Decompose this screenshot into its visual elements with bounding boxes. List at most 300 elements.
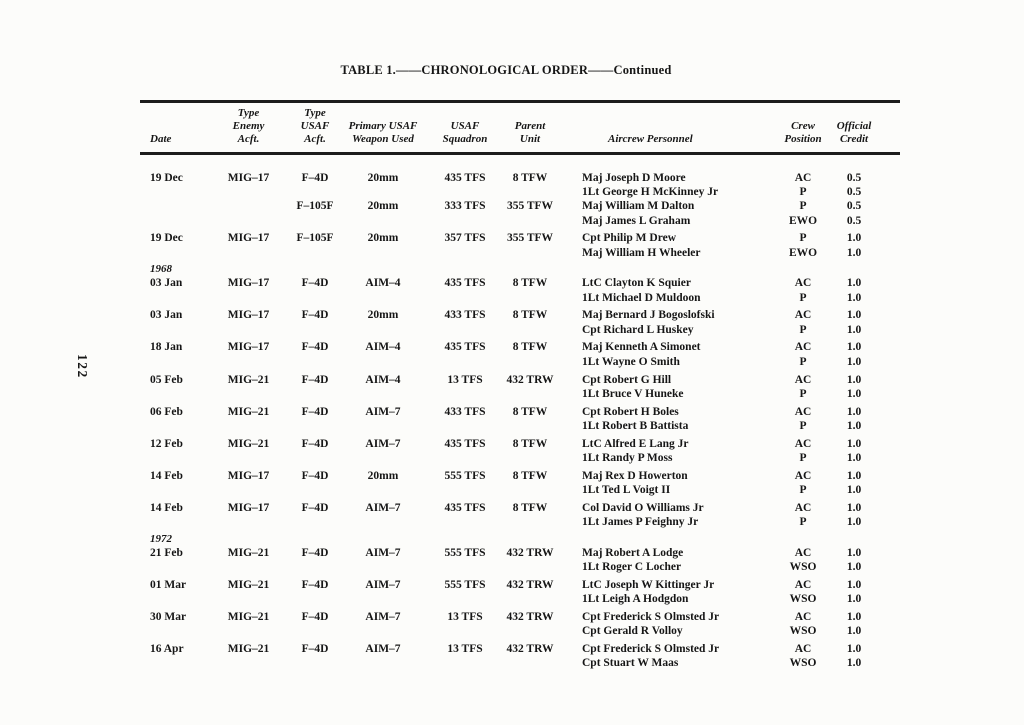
cell-personnel: Cpt Stuart W Maas [582, 657, 679, 670]
cell-squadron: 435 TFS [444, 437, 486, 450]
cell-personnel: Maj William H Wheeler [582, 246, 701, 259]
victory-entry [140, 231, 900, 260]
cell-credit: 1.0 [846, 341, 862, 354]
cell-credit [824, 262, 900, 276]
cell-personnel: Cpt Philip M Drew [582, 232, 677, 245]
cell-acft: F–4D [301, 546, 329, 559]
cell-date: 05 Feb [150, 373, 183, 386]
cell-acft [282, 483, 348, 497]
cell-acft [282, 246, 348, 260]
cell-enemy: MIG–17 [227, 277, 270, 290]
table-row [140, 323, 900, 337]
cell-personnel: LtC Alfred E Lang Jr [582, 437, 689, 450]
cell-date [140, 387, 215, 401]
table-row [140, 515, 900, 529]
cell-squadron [418, 560, 506, 574]
cell-acft: F–4D [301, 643, 329, 656]
victory-entry [140, 469, 900, 498]
table-row [140, 405, 900, 419]
cell-acft: F–4D [301, 578, 329, 591]
cell-position: AC [794, 643, 812, 656]
cell-weapon [348, 592, 418, 606]
header-enemy: Type Enemy Acft. [232, 106, 265, 146]
cell-date: 1972 [150, 532, 172, 545]
cell-position: EWO [788, 246, 818, 259]
cell-unit: 432 TRW [506, 373, 554, 386]
cell-weapon: AIM–7 [365, 578, 401, 591]
cell-date [140, 199, 215, 213]
cell-weapon: AIM–7 [365, 437, 401, 450]
year-divider [140, 262, 900, 276]
cell-acft [282, 291, 348, 305]
cell-acft: F–105F [296, 232, 334, 245]
table-row [140, 387, 900, 401]
cell-unit: 8 TFW [512, 437, 548, 450]
cell-credit: 1.0 [846, 610, 862, 623]
cell-unit [506, 291, 564, 305]
victory-entry [140, 199, 900, 228]
cell-credit: 1.0 [846, 309, 862, 322]
cell-position: P [799, 419, 807, 432]
cell-position [782, 262, 824, 276]
cell-squadron [418, 291, 506, 305]
cell-weapon [348, 185, 418, 199]
cell-squadron: 555 TFS [444, 546, 486, 559]
cell-acft [282, 515, 348, 529]
cell-weapon: AIM–7 [365, 643, 401, 656]
cell-acft [282, 592, 348, 606]
cell-weapon [348, 355, 418, 369]
cell-weapon: AIM–7 [365, 501, 401, 514]
cell-squadron [418, 323, 506, 337]
cell-squadron: 435 TFS [444, 171, 486, 184]
table-row [140, 451, 900, 465]
cell-personnel: Cpt Frederick S Olmsted Jr [582, 643, 720, 656]
cell-personnel: 1Lt Michael D Muldoon [582, 291, 701, 304]
cell-date: 19 Dec [150, 232, 183, 245]
cell-weapon: AIM–7 [365, 405, 401, 418]
cell-personnel [564, 262, 782, 276]
cell-acft [282, 451, 348, 465]
table-row [140, 483, 900, 497]
cell-enemy [215, 532, 282, 546]
cell-personnel: 1Lt Robert B Battista [582, 419, 689, 432]
table-row [140, 437, 900, 451]
cell-squadron [418, 214, 506, 228]
cell-acft: F–4D [301, 171, 329, 184]
cell-unit: 432 TRW [506, 578, 554, 591]
cell-date: 21 Feb [150, 546, 183, 559]
cell-acft: F–4D [301, 309, 329, 322]
cell-squadron: 555 TFS [444, 469, 486, 482]
cell-enemy: MIG–17 [227, 501, 270, 514]
cell-squadron [418, 483, 506, 497]
cell-acft [282, 624, 348, 638]
victory-entry [140, 276, 900, 305]
cell-acft: F–4D [301, 341, 329, 354]
cell-unit [506, 387, 564, 401]
cell-personnel: Cpt Gerald R Volloy [582, 625, 683, 638]
victory-entry [140, 373, 900, 402]
cell-personnel: Maj Bernard J Bogoslofski [582, 309, 715, 322]
cell-enemy [215, 592, 282, 606]
table-row [140, 560, 900, 574]
cell-position: P [799, 355, 807, 368]
victory-entry [140, 610, 900, 639]
header-unit: Parent Unit [514, 119, 546, 146]
table-row [140, 355, 900, 369]
table-row [140, 656, 900, 670]
cell-date [140, 560, 215, 574]
table-row [140, 185, 900, 199]
table-row [140, 231, 900, 245]
cell-personnel [564, 532, 782, 546]
cell-unit: 355 TFW [506, 232, 554, 245]
header-personnel: Aircrew Personnel [608, 133, 693, 146]
cell-acft [282, 214, 348, 228]
table-row [140, 276, 900, 290]
victory-entry [140, 578, 900, 607]
cell-position: AC [794, 610, 812, 623]
cell-credit: 1.0 [846, 657, 862, 670]
year-divider [140, 532, 900, 546]
table-row [140, 501, 900, 515]
cell-weapon [348, 214, 418, 228]
cell-date: 16 Apr [150, 643, 184, 656]
cell-date: 06 Feb [150, 405, 183, 418]
cell-position: P [799, 452, 807, 465]
cell-date: 03 Jan [150, 309, 183, 322]
cell-weapon: AIM–4 [365, 277, 401, 290]
cell-unit: 8 TFW [512, 171, 548, 184]
cell-enemy [215, 387, 282, 401]
cell-acft: F–4D [301, 610, 329, 623]
cell-unit [506, 246, 564, 260]
victory-entry [140, 642, 900, 671]
cell-date: 19 Dec [150, 171, 183, 184]
cell-unit [506, 532, 564, 546]
cell-credit: 1.0 [846, 643, 862, 656]
cell-position: AC [794, 437, 812, 450]
cell-date [140, 291, 215, 305]
cell-enemy: MIG–21 [227, 578, 270, 591]
cell-position: WSO [789, 561, 817, 574]
cell-squadron: 333 TFS [444, 200, 486, 213]
cell-weapon [348, 323, 418, 337]
cell-date [140, 214, 215, 228]
cell-squadron: 555 TFS [444, 578, 486, 591]
cell-credit: 0.5 [846, 171, 862, 184]
cell-weapon [348, 515, 418, 529]
cell-weapon: 20mm [367, 232, 399, 245]
cell-date: 01 Mar [150, 578, 187, 591]
chronological-order-table [140, 100, 900, 691]
cell-credit: 1.0 [846, 484, 862, 497]
cell-personnel: 1Lt George H McKinney Jr [582, 185, 719, 198]
cell-position: P [799, 185, 807, 198]
cell-personnel: Cpt Frederick S Olmsted Jr [582, 610, 720, 623]
table-header-row [140, 103, 900, 152]
cell-position: P [799, 291, 807, 304]
cell-acft [282, 185, 348, 199]
cell-squadron [418, 451, 506, 465]
table-row [140, 610, 900, 624]
cell-credit: 1.0 [846, 232, 862, 245]
cell-squadron [418, 532, 506, 546]
cell-enemy [215, 656, 282, 670]
cell-credit: 0.5 [846, 200, 862, 213]
cell-weapon: AIM–4 [365, 341, 401, 354]
victory-entry [140, 546, 900, 575]
cell-unit [506, 214, 564, 228]
cell-enemy [215, 483, 282, 497]
cell-enemy: MIG–21 [227, 405, 270, 418]
cell-weapon: AIM–7 [365, 610, 401, 623]
cell-position: P [799, 516, 807, 529]
cell-weapon: 20mm [367, 469, 399, 482]
cell-weapon [348, 419, 418, 433]
cell-position: P [799, 484, 807, 497]
cell-credit: 1.0 [846, 593, 862, 606]
cell-squadron [418, 387, 506, 401]
cell-position: P [799, 232, 807, 245]
cell-unit [506, 624, 564, 638]
cell-acft [282, 419, 348, 433]
cell-enemy [215, 185, 282, 199]
cell-squadron: 435 TFS [444, 277, 486, 290]
cell-credit: 1.0 [846, 625, 862, 638]
cell-personnel: Maj James L Graham [582, 214, 691, 227]
cell-position: AC [794, 171, 812, 184]
cell-position: EWO [788, 214, 818, 227]
cell-position: AC [794, 373, 812, 386]
table-title: TABLE 1.——CHRONOLOGICAL ORDER——Continued [340, 63, 672, 77]
cell-squadron: 13 TFS [447, 643, 483, 656]
table-row [140, 171, 900, 185]
cell-acft: F–4D [301, 405, 329, 418]
cell-squadron [418, 355, 506, 369]
table-row [140, 214, 900, 228]
cell-position: AC [794, 469, 812, 482]
cell-date [140, 185, 215, 199]
cell-date: 18 Jan [150, 341, 183, 354]
cell-credit: 1.0 [846, 373, 862, 386]
victory-entry [140, 171, 900, 200]
header-position: Crew Position [784, 119, 822, 146]
cell-weapon [348, 262, 418, 276]
table-row [140, 308, 900, 322]
cell-acft [282, 262, 348, 276]
table-row [140, 592, 900, 606]
cell-weapon: 20mm [367, 309, 399, 322]
cell-credit: 1.0 [846, 546, 862, 559]
cell-squadron [418, 592, 506, 606]
cell-unit: 8 TFW [512, 277, 548, 290]
cell-acft [282, 323, 348, 337]
cell-date [140, 419, 215, 433]
cell-squadron [418, 624, 506, 638]
cell-enemy: MIG–21 [227, 643, 270, 656]
cell-squadron [418, 185, 506, 199]
cell-weapon [348, 532, 418, 546]
cell-squadron [418, 515, 506, 529]
cell-squadron: 357 TFS [444, 232, 486, 245]
cell-personnel: Maj William M Dalton [582, 200, 695, 213]
cell-unit: 355 TFW [506, 200, 554, 213]
cell-weapon [348, 246, 418, 260]
cell-unit: 432 TRW [506, 643, 554, 656]
cell-credit: 1.0 [846, 516, 862, 529]
cell-acft: F–105F [296, 200, 334, 213]
cell-acft: F–4D [301, 373, 329, 386]
cell-personnel: Maj Robert A Lodge [582, 546, 684, 559]
cell-personnel: Cpt Robert H Boles [582, 405, 679, 418]
cell-unit: 432 TRW [506, 610, 554, 623]
cell-squadron: 435 TFS [444, 341, 486, 354]
cell-credit: 1.0 [846, 578, 862, 591]
table-row [140, 340, 900, 354]
table-body [140, 155, 900, 691]
table-row [140, 291, 900, 305]
cell-credit [824, 532, 900, 546]
cell-squadron [418, 656, 506, 670]
cell-weapon [348, 291, 418, 305]
cell-credit: 1.0 [846, 405, 862, 418]
cell-credit: 1.0 [846, 452, 862, 465]
cell-enemy: MIG–21 [227, 373, 270, 386]
cell-enemy: MIG–17 [227, 171, 270, 184]
victory-entry [140, 405, 900, 434]
cell-position: WSO [789, 625, 817, 638]
table-row [140, 578, 900, 592]
cell-weapon [348, 624, 418, 638]
cell-enemy [215, 291, 282, 305]
cell-enemy [215, 419, 282, 433]
cell-unit [506, 560, 564, 574]
cell-unit: 8 TFW [512, 405, 548, 418]
table-row [140, 246, 900, 260]
page-number: 122 [75, 354, 90, 379]
cell-unit: 8 TFW [512, 341, 548, 354]
cell-enemy [215, 355, 282, 369]
cell-unit [506, 592, 564, 606]
cell-unit [506, 656, 564, 670]
cell-position: AC [794, 309, 812, 322]
cell-enemy: MIG–17 [227, 232, 270, 245]
cell-enemy [215, 451, 282, 465]
cell-personnel: 1Lt James P Feighny Jr [582, 516, 699, 529]
cell-personnel: 1Lt Randy P Moss [582, 452, 673, 465]
cell-credit: 1.0 [846, 437, 862, 450]
cell-credit: 1.0 [846, 387, 862, 400]
cell-credit: 1.0 [846, 501, 862, 514]
cell-credit: 0.5 [846, 214, 862, 227]
cell-enemy [215, 214, 282, 228]
table-row [140, 642, 900, 656]
cell-position: AC [794, 546, 812, 559]
cell-enemy: MIG–17 [227, 469, 270, 482]
cell-position: P [799, 200, 807, 213]
cell-position: AC [794, 405, 812, 418]
cell-position: P [799, 387, 807, 400]
cell-unit [506, 323, 564, 337]
cell-squadron: 13 TFS [447, 373, 483, 386]
cell-personnel: 1Lt Leigh A Hodgdon [582, 593, 689, 606]
cell-acft [282, 387, 348, 401]
cell-unit [506, 515, 564, 529]
cell-acft [282, 560, 348, 574]
cell-credit: 1.0 [846, 323, 862, 336]
cell-squadron: 433 TFS [444, 405, 486, 418]
cell-unit: 8 TFW [512, 469, 548, 482]
cell-date [140, 355, 215, 369]
cell-credit: 0.5 [846, 185, 862, 198]
cell-position: AC [794, 501, 812, 514]
cell-personnel: 1Lt Ted L Voigt II [582, 484, 671, 497]
cell-personnel: Maj Kenneth A Simonet [582, 341, 701, 354]
cell-unit: 8 TFW [512, 309, 548, 322]
cell-acft [282, 532, 348, 546]
cell-weapon: AIM–4 [365, 373, 401, 386]
header-credit: Official Credit [836, 119, 872, 146]
cell-enemy: MIG–21 [227, 610, 270, 623]
cell-credit: 1.0 [846, 419, 862, 432]
cell-unit [506, 185, 564, 199]
cell-enemy: MIG–17 [227, 341, 270, 354]
cell-date [140, 656, 215, 670]
cell-enemy [215, 199, 282, 213]
table-row [140, 373, 900, 387]
cell-personnel: LtC Clayton K Squier [582, 277, 691, 290]
cell-unit: 8 TFW [512, 501, 548, 514]
table-row [140, 546, 900, 560]
cell-date [140, 515, 215, 529]
cell-credit: 1.0 [846, 246, 862, 259]
cell-squadron [418, 419, 506, 433]
cell-weapon [348, 560, 418, 574]
cell-date: 30 Mar [150, 610, 187, 623]
cell-acft [282, 355, 348, 369]
cell-unit: 432 TRW [506, 546, 554, 559]
cell-weapon [348, 451, 418, 465]
cell-squadron [418, 246, 506, 260]
cell-weapon: AIM–7 [365, 546, 401, 559]
cell-position: AC [794, 578, 812, 591]
cell-unit [506, 355, 564, 369]
header-date: Date [150, 133, 172, 146]
cell-date [140, 451, 215, 465]
cell-weapon: 20mm [367, 200, 399, 213]
table-row [140, 199, 900, 213]
victory-entry [140, 437, 900, 466]
victory-entry [140, 340, 900, 369]
cell-position: AC [794, 341, 812, 354]
cell-date [140, 246, 215, 260]
cell-personnel: 1Lt Bruce V Huneke [582, 387, 684, 400]
cell-date: 14 Feb [150, 501, 183, 514]
cell-credit: 1.0 [846, 355, 862, 368]
victory-entry [140, 308, 900, 337]
cell-credit: 1.0 [846, 469, 862, 482]
cell-enemy [215, 624, 282, 638]
cell-personnel: 1Lt Roger C Locher [582, 561, 682, 574]
cell-credit: 1.0 [846, 561, 862, 574]
cell-date [140, 624, 215, 638]
cell-date [140, 592, 215, 606]
cell-squadron: 433 TFS [444, 309, 486, 322]
cell-date: 12 Feb [150, 437, 183, 450]
cell-enemy [215, 246, 282, 260]
